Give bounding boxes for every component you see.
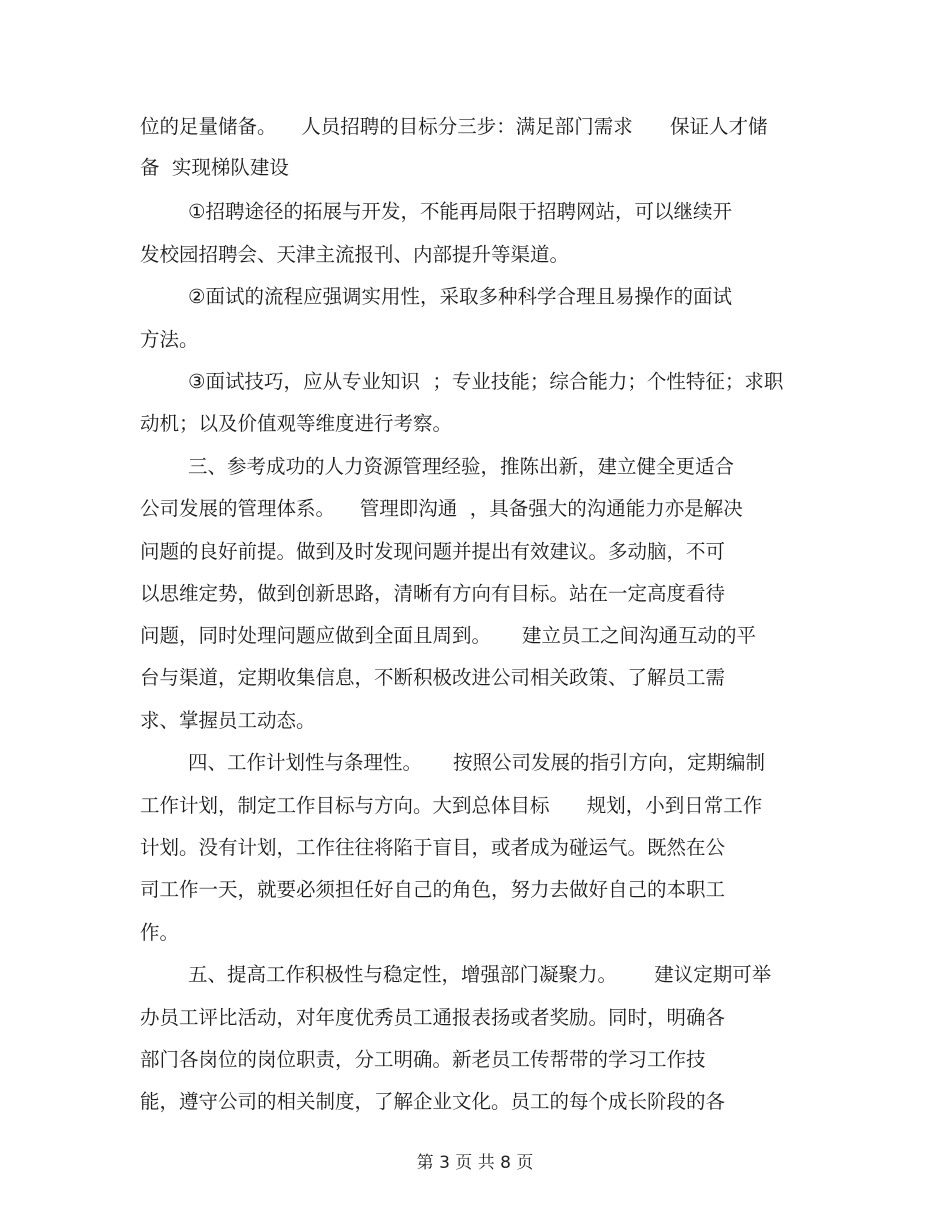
text-line-15: 求、掌握员工动态。	[140, 709, 316, 732]
text-line-6: 方法。	[140, 328, 199, 351]
text-line-4: 发校园招聘会、天津主流报刊、内部提升等渠道。	[140, 243, 570, 266]
text-line-5: ②面试的流程应强调实用性，采取多种科学合理且易操作的面试	[188, 285, 732, 308]
text-line-20: 作。	[140, 921, 180, 944]
text-line-18: 计划。没有计划，工作往往将陷于盲目，或者成为碰运气。既然在公	[140, 836, 726, 859]
text-line-3: ①招聘途径的拓展与开发，不能再局限于招聘网站，可以继续开	[188, 200, 732, 223]
text-line-9: 三、参考成功的人力资源管理经验，推陈出新，建立健全更适合	[188, 455, 735, 478]
text-line-19: 司工作一天，就要必须担任好自己的角色，努力去做好自己的本职工	[140, 878, 726, 901]
text-line-8: 动机；以及价值观等维度进行考察。	[140, 412, 453, 435]
text-line-10: 公司发展的管理体系。 管理即沟通 ，具备强大的沟通能力亦是解决	[140, 497, 743, 520]
text-line-22: 办员工评比活动，对年度优秀员工通报表扬或者奖励。同时，明确各	[140, 1006, 726, 1029]
text-line-16: 四、工作计划性与条理性。 按照公司发展的指引方向，定期编制	[188, 751, 765, 774]
text-line-14: 台与渠道，定期收集信息，不断积极改进公司相关政策、了解员工需	[140, 666, 726, 689]
text-line-1: 位的足量储备。 人员招聘的目标分三步：满足部门需求 保证人才储	[140, 115, 768, 138]
text-line-17: 工作计划，制定工作目标与方向。大到总体目标 规划，小到日常工作	[140, 794, 763, 817]
page-number-footer: 第 3 页 共 8 页	[416, 1153, 534, 1173]
text-line-21: 五、提高工作积极性与稳定性，增强部门凝聚力。 建议定期可举	[188, 963, 772, 986]
text-line-2: 备 实现梯队建设	[140, 156, 289, 179]
text-line-11: 问题的良好前提。做到及时发现问题并提出有效建议。多动脑，不可	[140, 540, 726, 563]
text-line-13: 问题，同时处理问题应做到全面且周到。 建立员工之间沟通互动的平	[140, 624, 756, 647]
text-line-24: 能，遵守公司的相关制度，了解企业文化。员工的每个成长阶段的各	[140, 1090, 726, 1113]
text-line-7: ③面试技巧，应从专业知识 ；专业技能；综合能力；个性特征；求职	[188, 370, 784, 393]
text-line-23: 部门各岗位的岗位职责，分工明确。新老员工传帮带的学习工作技	[140, 1048, 706, 1071]
text-line-12: 以思维定势，做到创新思路，清晰有方向有目标。站在一定高度看待	[140, 582, 726, 605]
